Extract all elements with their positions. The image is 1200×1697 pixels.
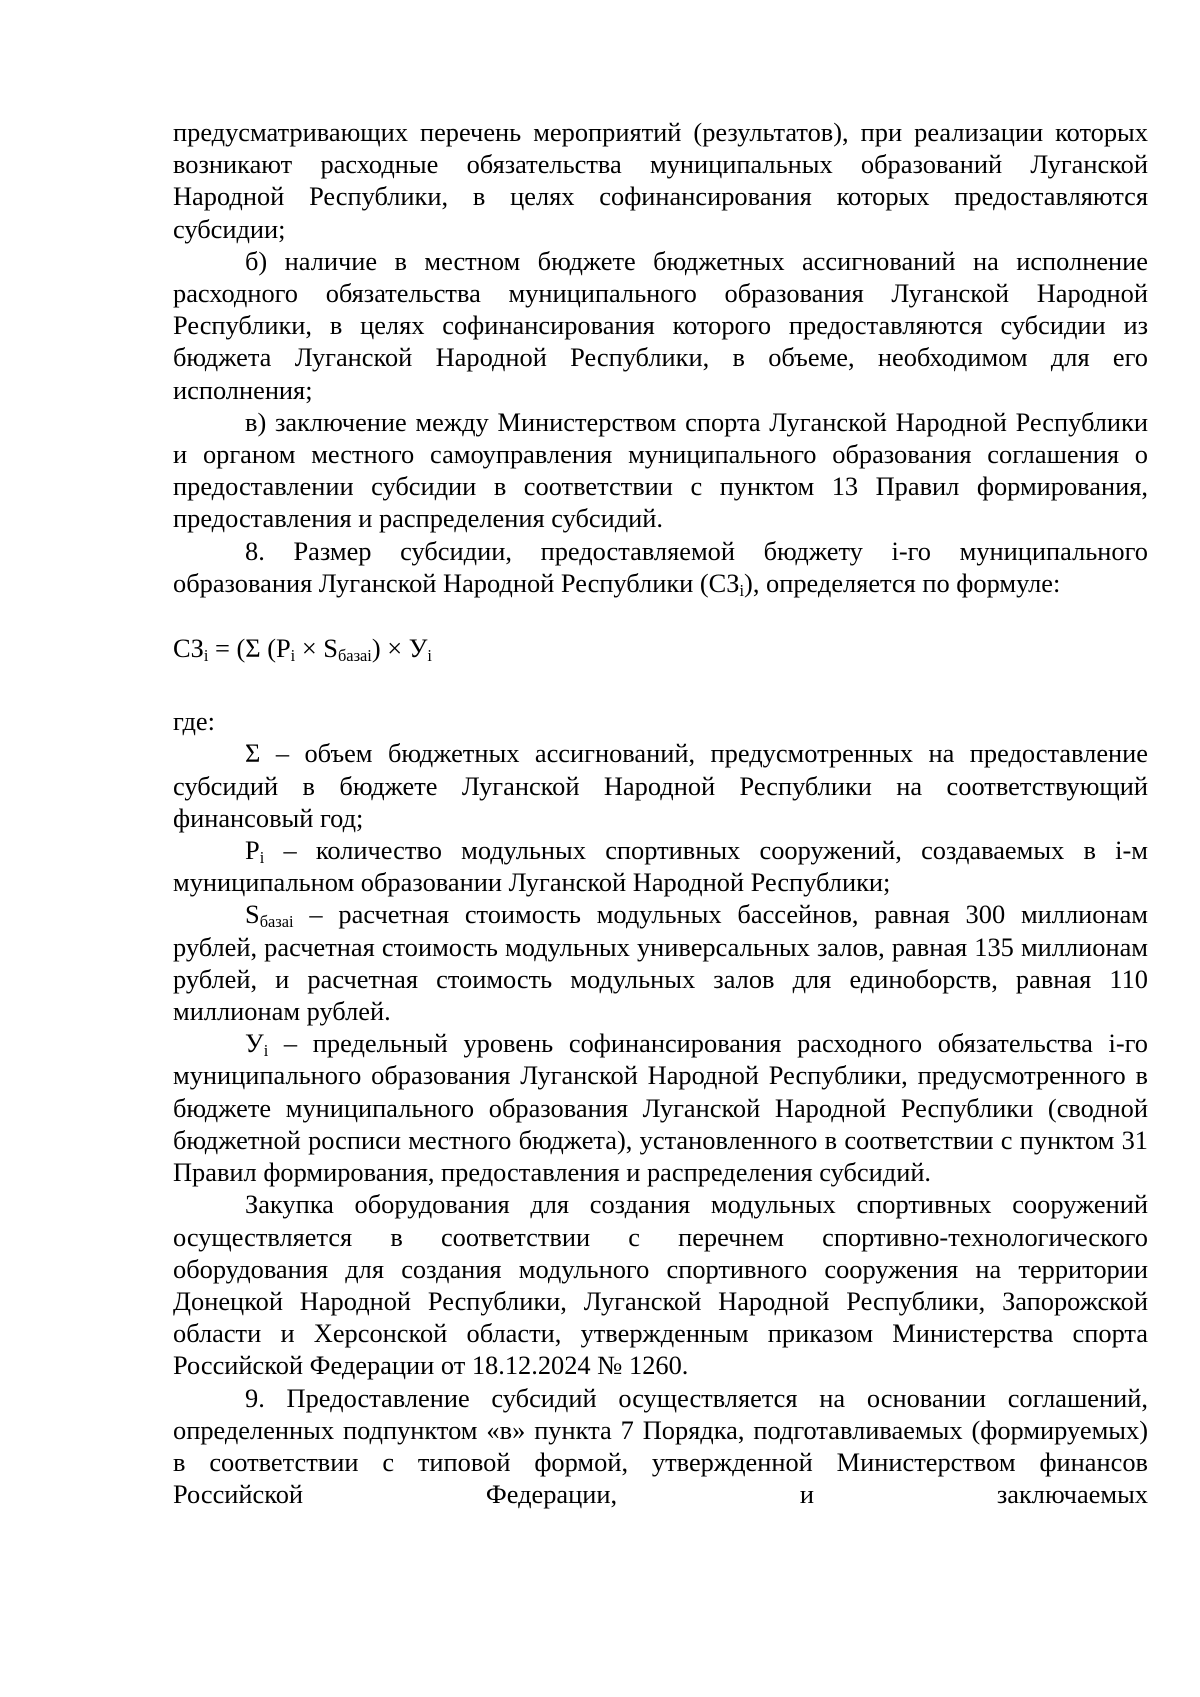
document-page — [173, 116, 1148, 1510]
formula-lhs: СЗ — [173, 633, 204, 664]
definition-s-subscript: базаi — [259, 912, 294, 932]
formula-part-2: × S — [295, 633, 338, 664]
definition-sigma: Σ – объем бюджетных ассигнований, предусмотренных на предоставление субсидий в бюджете Луганской Народной Республики на соответствующий финансовый год; — [173, 738, 1148, 833]
where-label: где: — [173, 706, 215, 737]
formula-lhs-subscript: i — [203, 646, 209, 666]
definition-p-subscript: i — [259, 848, 265, 868]
definition-p-symbol: Р — [245, 835, 260, 866]
paragraph-b: б) наличие в местном бюджете бюджетных ассигнований на исполнение расходного обязательства муниципального образования Луганской Народной Республики, в целях софинансирования которого предоставляются субсидии из бюджета Луганской Народной Республики, в объеме, необходимом для его исполнения; — [173, 245, 1148, 405]
paragraph-purchase: Закупка оборудования для создания модульных спортивных сооружений осуществляется в соответствии с перечнем спортивно-технологического оборудования для создания модульного спортивного сооружения на территории Донецкой Народной Республики, Луганской Народной Республики, Запорожской области и Херсонской области, утвержденным приказом Министерства спорта Российской Федерации от 18.12.2024 № 1260. — [173, 1189, 1148, 1381]
paragraph-v: в) заключение между Министерством спорта Луганской Народной Республики и органом местного самоуправления муниципального образования соглашения о предоставлении субсидии в соответствии с пунктом 13 Правил формирования, предоставления и распределения субсидий. — [173, 406, 1148, 534]
definition-y — [173, 1027, 1148, 1188]
definition-s-text: – расчетная стоимость модульных бассейнов, равная 300 миллионам рублей, расчетная стоимость модульных универсальных залов, равная 135 миллионам рублей, и расчетная стоимость модульных залов для единоборств, равная 110 миллионам рублей. — [173, 899, 1148, 1027]
definition-y-subscript: i — [263, 1041, 269, 1061]
formula — [173, 632, 1148, 664]
definition-p-text: – количество модульных спортивных сооружений, создаваемых в i-м муниципальном образовании Луганской Народной Республики; — [173, 835, 1148, 898]
paragraph-8-text-before: 8. Размер субсидии, предоставляемой бюджету i-го муниципального образования Луганской Народной Республики (СЗ — [173, 535, 1148, 598]
formula-p-subscript: i — [290, 646, 296, 666]
formula-part-1: = (Σ (Р — [208, 633, 291, 664]
definition-s — [173, 898, 1148, 1027]
definition-y-symbol: У — [245, 1028, 264, 1059]
paragraph-8-text-after: ), определяется по формуле: — [744, 567, 1061, 598]
paragraph-8 — [173, 535, 1148, 599]
paragraph-9: 9. Предоставление субсидий осуществляется на основании соглашений, определенных подпунктом «в» пункта 7 Порядка, подготавливаемых (формируемых) в соответствии с типовой формой, утвержденной Министерством финансов Российской Федерации, и заключаемых — [173, 1382, 1148, 1510]
formula-y-subscript: i — [427, 646, 432, 666]
definition-s-symbol: S — [245, 899, 260, 930]
definition-p — [173, 834, 1148, 898]
definition-y-text: – предельный уровень софинансирования расходного обязательства i-го муниципального образования Луганской Народной Республики, предусмотренного в бюджете муниципального образования Луганской Народной Республики (сводной бюджетной росписи местного бюджета), установленного в соответствии с пунктом 31 Правил формирования, предоставления и распределения субсидий. — [173, 1028, 1148, 1188]
formula-part-3: ) × У — [371, 633, 428, 664]
paragraph-list-intro: предусматривающих перечень мероприятий (результатов), при реализации которых возникают расходные обязательства муниципальных образований Луганской Народной Республики, в целях софинансирования которых предоставляются субсидии; — [173, 117, 1148, 244]
formula-s-subscript: базаi — [337, 646, 372, 666]
paragraph-8-subscript: i — [739, 580, 745, 600]
